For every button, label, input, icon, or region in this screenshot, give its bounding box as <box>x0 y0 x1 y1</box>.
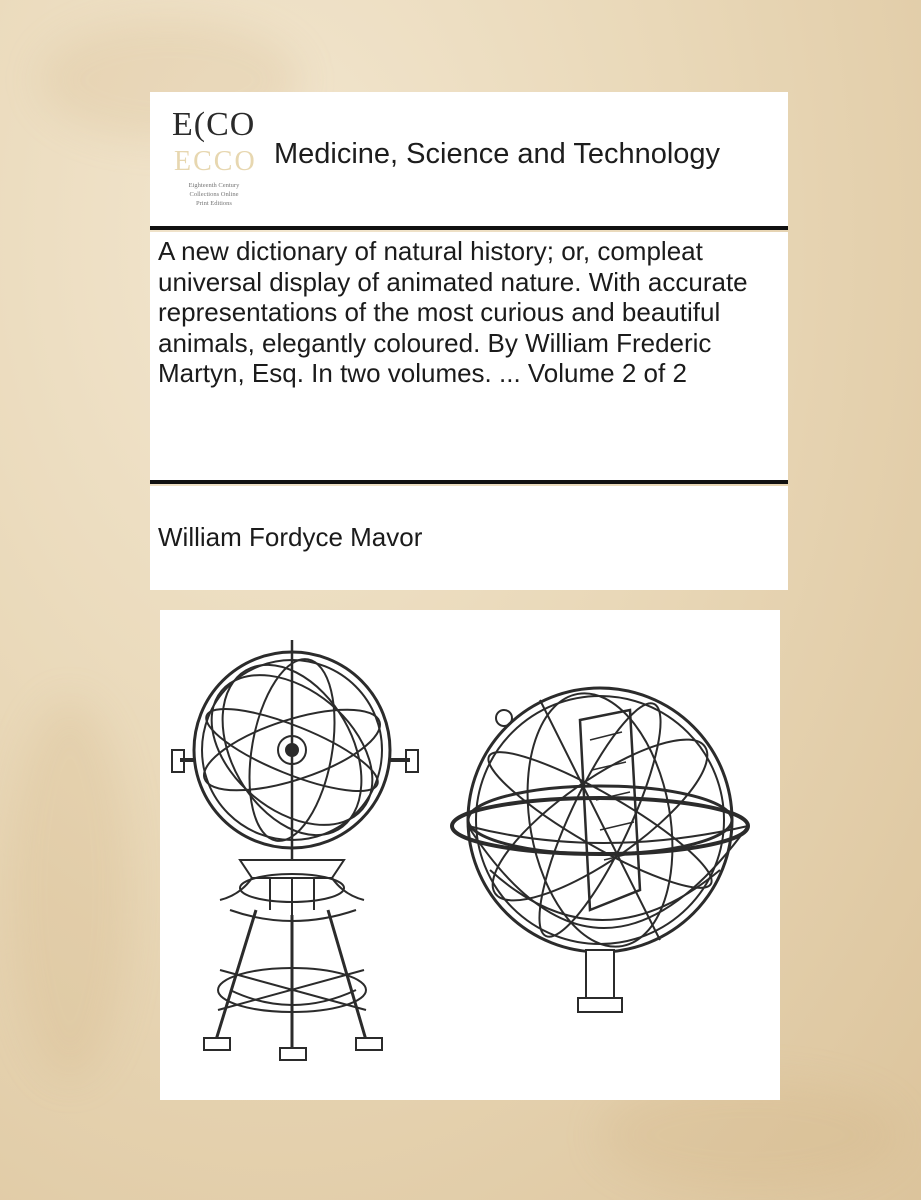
cover-illustration <box>160 610 780 1100</box>
logo-line-2: Collections Online <box>189 191 239 198</box>
logo-line-3: Print Editions <box>196 200 232 207</box>
logo-ghost: ECCO <box>174 146 257 177</box>
paper-stain <box>10 700 130 1080</box>
ecco-logo <box>168 102 260 214</box>
divider-rule <box>150 226 788 230</box>
author-block <box>150 486 788 590</box>
logo-line-1: Eighteenth Century <box>188 182 240 189</box>
book-author: William Fordyce Mavor <box>158 522 423 552</box>
title-block <box>150 232 788 480</box>
logo-mark: E(CO <box>172 106 256 143</box>
left-armillary-sphere <box>172 640 418 1060</box>
series-header <box>150 92 788 226</box>
right-armillary-sphere <box>452 682 748 1012</box>
book-title: A new dictionary of natural history; or, compleat universal display of animated nature. With accurate representations of the most curious and beautiful animals, elegantly coloured. By William Frederic Martyn, Esq. In two volumes. ... Volume 2 of 2 <box>158 236 748 388</box>
series-title: Medicine, Science and Technology <box>274 138 721 170</box>
divider-rule <box>150 480 788 484</box>
armillary-spheres-engraving <box>160 610 780 1100</box>
